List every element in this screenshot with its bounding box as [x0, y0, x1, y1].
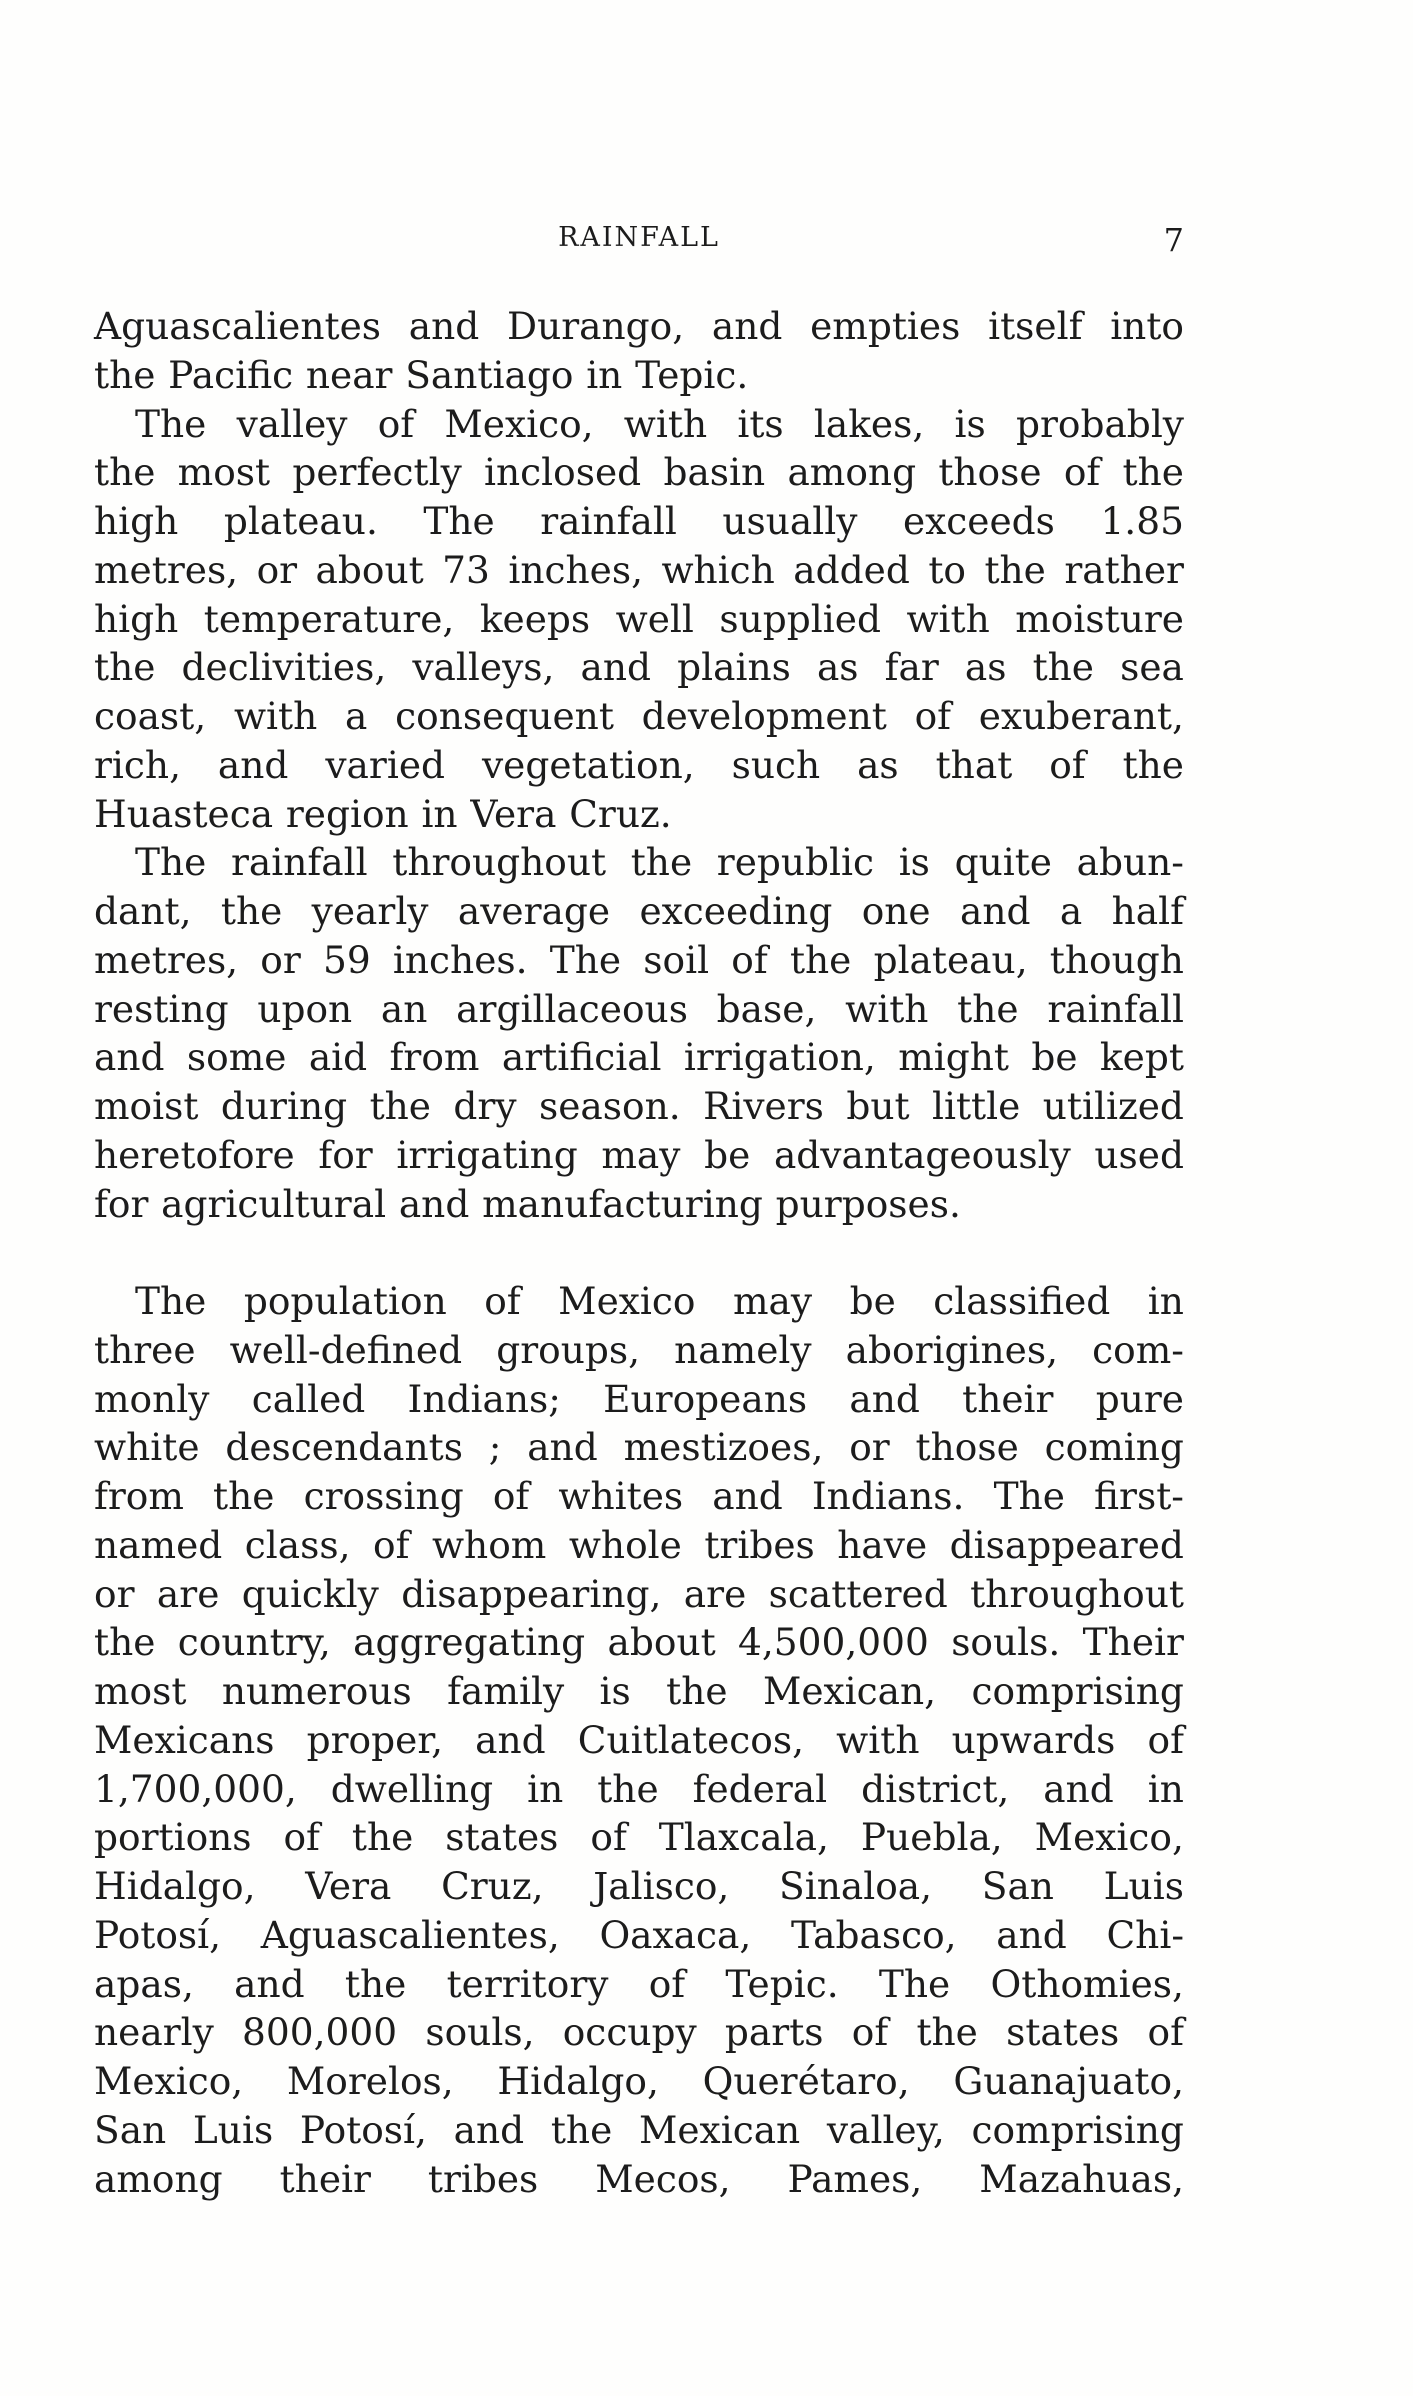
text-line: heretofore for irrigating may be advantageously used [94, 1132, 1184, 1177]
text-line: Huasteca region in Vera Cruz. [94, 791, 672, 836]
text-line: or are quickly disappearing, are scattered throughout [94, 1571, 1184, 1616]
text-line: most numerous family is the Mexican, comprising [94, 1669, 1184, 1713]
text-line: three well-defined groups, namely aborigines, com- [94, 1327, 1184, 1372]
text-line: nearly 800,000 souls, occupy parts of the states of [94, 2010, 1184, 2055]
running-title: RAINFALL [558, 222, 720, 253]
text-line: the country, aggregating about 4,500,000 souls. Their [94, 1620, 1184, 1665]
text-line: dant, the yearly average exceeding one and a half [94, 889, 1184, 933]
text-line: Mexicans proper, and Cuitlatecos, with upwards of [94, 1717, 1184, 1762]
text-line: Hidalgo, Vera Cruz, Jalisco, Sinaloa, San Luis [94, 1864, 1184, 1908]
text-line: for agricultural and manufacturing purposes. [94, 1181, 961, 1226]
text-line: metres, or 59 inches. The soil of the plateau, though [94, 937, 1184, 982]
text-line: 1,700,000, dwelling in the federal district, and in [94, 1766, 1184, 1811]
text-line: the Pacific near Santiago in Tepic. [94, 352, 749, 397]
page-number: 7 [1163, 221, 1184, 259]
text-line: high temperature, keeps well supplied with moisture [94, 596, 1184, 641]
text-line: named class, of whom whole tribes have disappeared [94, 1522, 1184, 1567]
text-line: coast, with a consequent development of exuberant, [94, 694, 1184, 738]
text-line: rich, and varied vegetation, such as that of the [94, 742, 1184, 787]
text-line: portions of the states of Tlaxcala, Puebla, Mexico, [94, 1815, 1184, 1860]
text-line: metres, or about 73 inches, which added to the rather [94, 547, 1184, 592]
paragraph-block-population [94, 1277, 1184, 2203]
text-line: the most perfectly inclosed basin among those of the [94, 450, 1184, 495]
text-line: Potosí, Aguascalientes, Oaxaca, Tabasco, and Chi- [94, 1912, 1184, 1957]
text-line: The population of Mexico may be classified in [135, 1279, 1184, 1323]
text-line: The rainfall throughout the republic is quite abun- [135, 840, 1184, 885]
text-line: resting upon an argillaceous base, with the rainfall [94, 986, 1184, 1031]
text-line: Aguascalientes and Durango, and empties itself into [94, 304, 1184, 348]
text-line: high plateau. The rainfall usually exceeds 1.85 [94, 499, 1184, 543]
text-line: from the crossing of whites and Indians. The first- [94, 1474, 1184, 1518]
text-line: The valley of Mexico, with its lakes, is probably [135, 401, 1184, 446]
text-line: among their tribes Mecos, Pames, Mazahuas, [94, 2156, 1184, 2201]
text-line: Mexico, Morelos, Hidalgo, Querétaro, Guanajuato, [94, 2059, 1184, 2103]
paragraph-block-rainfall [94, 302, 1184, 1228]
text-line: the declivities, valleys, and plains as far as the sea [94, 645, 1184, 690]
text-line: white descendants ; and mestizoes, or those coming [94, 1425, 1184, 1470]
text-line: San Luis Potosí, and the Mexican valley, comprising [94, 2107, 1184, 2152]
text-line: apas, and the territory of Tepic. The Othomies, [94, 1961, 1184, 2006]
running-head [94, 218, 1184, 258]
text-line: monly called Indians; Europeans and their pure [94, 1376, 1184, 1421]
text-line: and some aid from artificial irrigation, might be kept [94, 1035, 1184, 1080]
text-line: moist during the dry season. Rivers but little utilized [94, 1084, 1184, 1128]
